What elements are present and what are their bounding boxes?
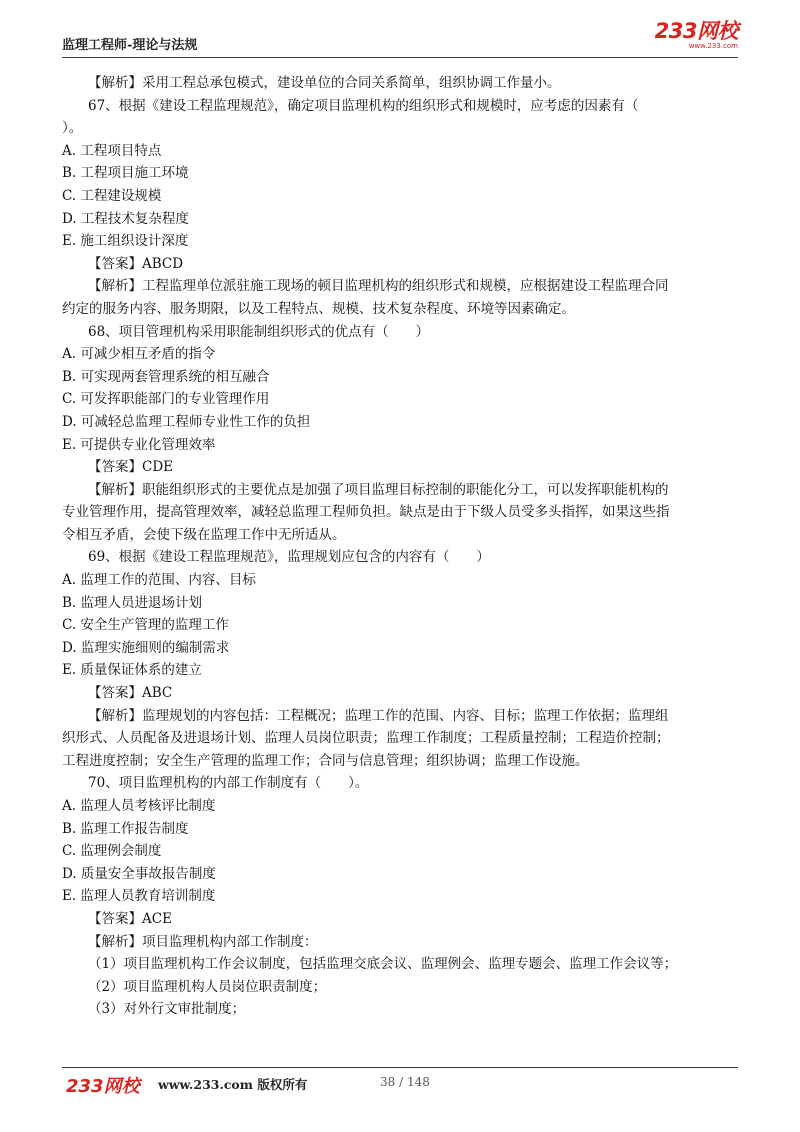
text-line: 约定的服务内容、服务期限，以及工程特点、规模、技术复杂程度、环境等因素确定。: [62, 300, 575, 317]
text-line: 67、根据《建设工程监理规范》，确定项目监理机构的组织形式和规模时，应考虑的因素有（: [88, 97, 639, 114]
header-title: 监理工程师-理论与法规: [62, 38, 198, 53]
text-line: E. 施工组织设计深度: [62, 233, 189, 250]
text-line: 69、根据《建设工程监理规范》，监理规划应包含的内容有（ ）: [88, 549, 490, 566]
text-line: 【解析】职能组织形式的主要优点是加强了项目监理目标控制的职能化分工，可以发挥职能机构的: [88, 481, 669, 498]
text-line: 【答案】ACE: [88, 910, 172, 927]
text-line: 【解析】项目监理机构内部工作制度：: [88, 933, 318, 950]
logo-url: www.233.com: [688, 42, 738, 50]
text-line: 【答案】ABCD: [88, 255, 184, 272]
page-header: [62, 18, 738, 58]
text-line: D. 监理实施细则的编制需求: [62, 639, 230, 656]
footer-divider: [62, 1067, 738, 1068]
text-line: 68、项目管理机构采用职能制组织形式的优点有（ ）: [88, 323, 430, 340]
text-line: B. 工程项目施工环境: [62, 165, 189, 182]
text-line: E. 质量保证体系的建立: [62, 662, 202, 679]
text-line: B. 监理工作报告制度: [62, 820, 189, 837]
text-line: 【答案】CDE: [88, 459, 174, 476]
text-line: E. 可提供专业化管理效率: [62, 436, 216, 453]
logo-text: 233网校: [654, 19, 738, 43]
text-line: （1）项目监理机构工作会议制度，包括监理交底会议、监理例会、监理专题会、监理工作会议等；: [88, 956, 678, 973]
text-line: 【解析】监理规划的内容包括：工程概况；监理工作的范围、内容、目标；监理工作依据；监理组: [88, 707, 669, 724]
text-line: （3）对外行文审批制度；: [88, 1001, 246, 1018]
text-line: D. 可减轻总监理工程师专业性工作的负担: [62, 413, 311, 430]
text-line: D. 质量安全事故报告制度: [62, 865, 216, 882]
document-body: [62, 72, 738, 1021]
page-footer: [62, 1072, 738, 1096]
text-line: C. 工程建设规模: [62, 187, 162, 204]
text-line: B. 可实现两套管理系统的相互融合: [62, 368, 270, 385]
text-line: A. 可减少相互矛盾的指令: [62, 346, 216, 363]
header-divider: [62, 57, 738, 58]
text-line: 织形式、人员配备及进退场计划、监理人员岗位职责；监理工作制度；工程质量控制；工程造价控制；: [62, 730, 670, 747]
text-line: B. 监理人员进退场计划: [62, 594, 203, 611]
text-line: 专业管理作用，提高管理效率，减轻总监理工程师负担。缺点是由于下级人员受多头指挥，如果这些指: [62, 504, 670, 521]
text-line: A. 监理人员考核评比制度: [62, 798, 216, 814]
text-line: 令相互矛盾，会使下级在监理工作中无所适从。: [62, 526, 346, 543]
footer-copyright: www.233.com 版权所有: [158, 1077, 308, 1092]
text-line: 70、项目监理机构的内部工作制度有（ ）。: [88, 775, 369, 792]
text-line: A. 监理工作的范围、内容、目标: [62, 572, 256, 589]
text-line: （2）项目监理机构人员岗位职责制度；: [88, 978, 327, 995]
text-line: 【解析】工程监理单位派驻施工现场的顿目监理机构的组织形式和规模，应根据建设工程监理合同: [88, 278, 669, 295]
text-line: C. 可发挥职能部门的专业管理作用: [62, 391, 270, 408]
text-line: 【答案】ABC: [88, 685, 173, 702]
text-line: 【解析】采用工程总承包模式，建设单位的合同关系简单，组织协调工作量小。: [88, 75, 561, 91]
text-line: D. 工程技术复杂程度: [62, 210, 189, 227]
brand-logo[interactable]: [655, 20, 738, 51]
footer-logo: 233网校: [66, 1076, 140, 1097]
text-line: E. 监理人员教育培训制度: [62, 888, 216, 905]
text-line: A. 工程项目特点: [62, 142, 162, 159]
page-number: 38 / 148: [380, 1075, 430, 1089]
text-line: C. 监理例会制度: [62, 843, 162, 860]
text-line: 工程进度控制；安全生产管理的监理工作；合同与信息管理；组织协调；监理工作设施。: [62, 752, 589, 769]
text-line: ）。: [62, 120, 83, 137]
text-line: C. 安全生产管理的监理工作: [62, 617, 229, 634]
